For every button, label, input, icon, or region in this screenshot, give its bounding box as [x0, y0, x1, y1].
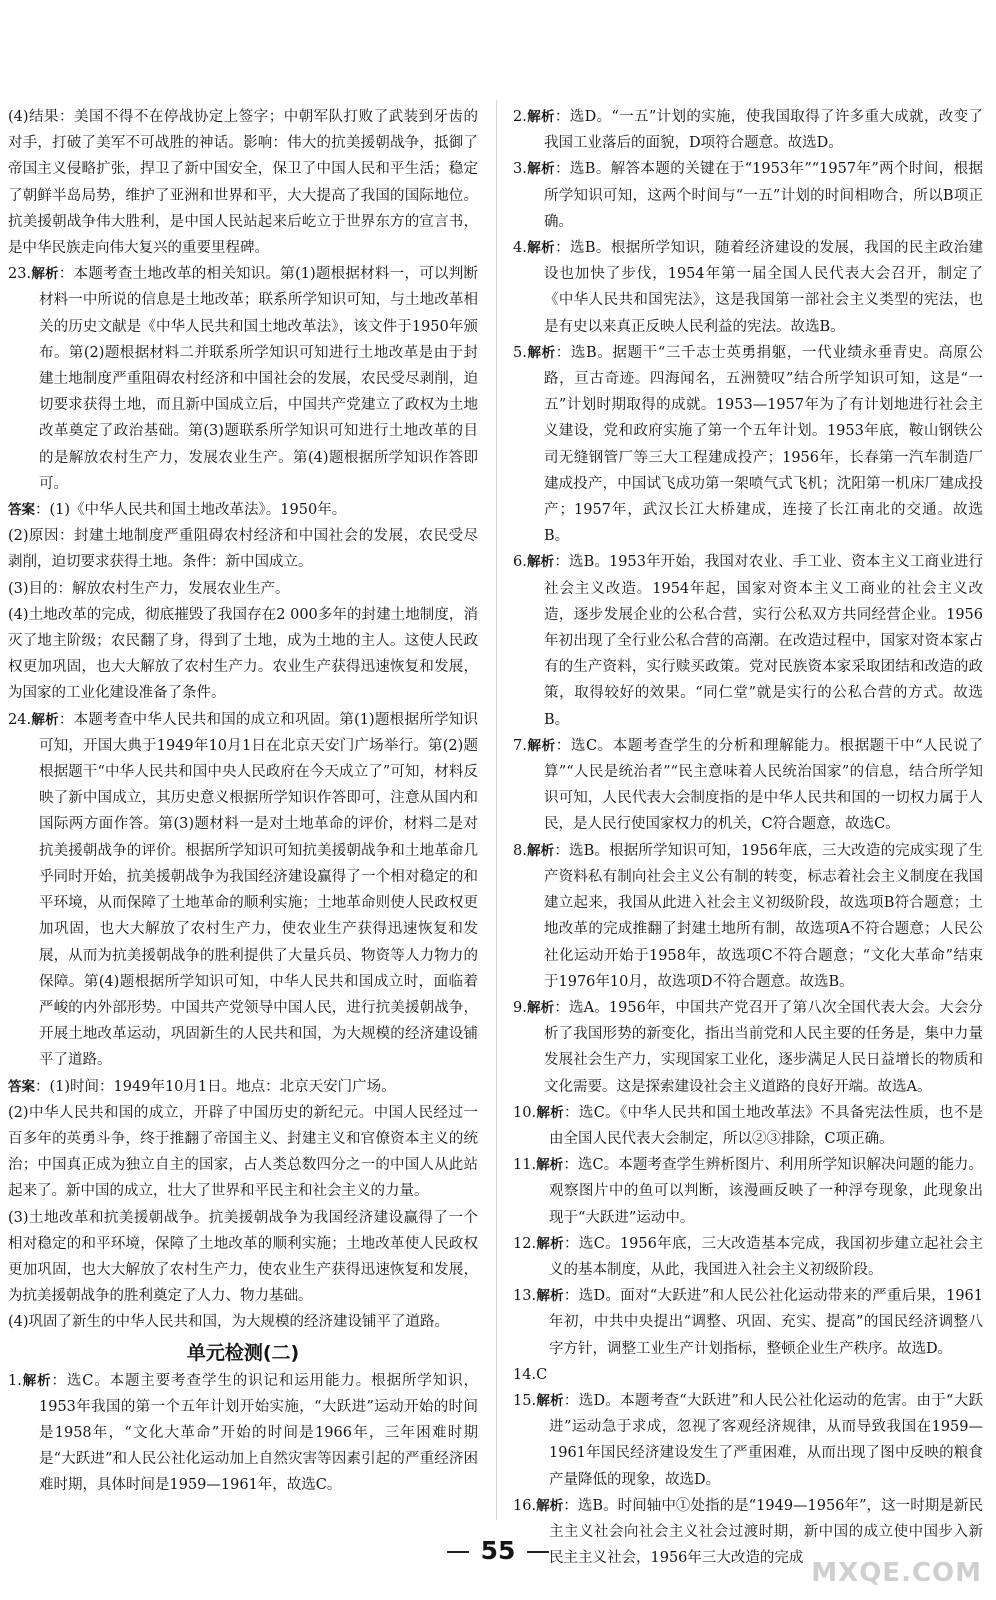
- page-number-text: 55: [480, 1536, 516, 1565]
- question-12: [513, 1231, 983, 1283]
- q24-answer-label: 答案: [8, 1078, 35, 1095]
- q12-analysis-text: ：选C。1956年底，三大改造基本完成，我国初步建立起社会主义的基本制度，从此，我国进入社会主义初级阶段。: [549, 1235, 984, 1278]
- question-11: [513, 1152, 983, 1231]
- q9-analysis-label: 解析: [526, 999, 555, 1016]
- question-8: [513, 838, 983, 995]
- q4-analysis-text: ：选B。根据所学知识，随着经济建设的发展，我国的民主政治建设也加快了步伐，1954年第一届全国人民代表大会召开，制定了《中华人民共和国宪法》，这是我国第一部社会主义类型的宪法，也是有史以来真正反映人民利益的宪法。故选B。: [544, 240, 984, 335]
- q24-answer-4: (4)巩固了新生的中华人民共和国，为大规模的经济建设铺平了道路。: [8, 1314, 450, 1331]
- left-column: [8, 104, 478, 1499]
- q24-answer-3: (3)土地改革和抗美援朝战争。抗美援朝战争为我国经济建设赢得了一个相对稳定的和平环境，保障了土地改革的顺利实施；土地改革使人民政权更加巩固，也大大解放了农村生产力，使农业生产获得迅速恢复和发展，为抗美援朝战争的胜利奠定了人力、物力基础。: [8, 1209, 478, 1305]
- right-column: [513, 104, 983, 1571]
- q9-number: 9.: [513, 999, 527, 1016]
- q8-number: 8.: [513, 842, 527, 859]
- q15-analysis-text: ：选D。本题考查“大跃进”和人民公社化运动的危害。由于“大跃进”运动急于求成，忽视了客观经济规律，从而导致我国在1959—1961年国民经济建设发生了严重困难，从而出现了图中反映的粮食产量降低的现象，故选D。: [549, 1392, 983, 1488]
- question-10: [513, 1100, 983, 1152]
- q14-number: 14.: [513, 1366, 537, 1383]
- q12-number: 12.: [513, 1235, 537, 1252]
- question-4: [513, 235, 983, 340]
- q3-analysis-text: ：选B。解答本题的关键在于“1953年”“1957年”两个时间，根据所学知识可知，这两个时间与“一五”计划的时间相吻合，所以B项正确。: [544, 161, 983, 230]
- q3-number: 3.: [513, 161, 527, 178]
- question-14: [513, 1362, 983, 1388]
- q23-answer-4: (4)土地改革的完成，彻底摧毁了我国存在2 000多年的封建土地制度，消灭了地主阶级；农民翻了身，得到了土地，成为土地的主人。这使人民政权更加巩固，也大大解放了农村生产力。农业生产获得迅速恢复和发展，为国家的工业化建设准备了条件。: [8, 606, 478, 702]
- q23-answer-1-text: ：(1)《中华人民共和国土地改革法》。1950年。: [35, 502, 347, 519]
- q24-answer-2: (2)中华人民共和国的成立，开辟了中国历史的新纪元。中国人民经过一百多年的英勇斗争，终于推翻了帝国主义、封建主义和官僚资本主义的统治；中国真正成为独立自主的国家，占人类总数四分之一的中国人从此站起来了。新中国的成立，壮大了世界和平民主和社会主义的力量。: [8, 1104, 478, 1200]
- q7-number: 7.: [513, 737, 527, 754]
- q10-number: 10.: [513, 1104, 537, 1121]
- q1-number: 1.: [8, 1372, 22, 1389]
- q5-analysis-label: 解析: [526, 344, 556, 361]
- q24-analysis-text: ：本题考查中华人民共和国的成立和巩固。第(1)题根据所学知识可知，开国大典于1949年10月1日在北京天安门广场举行。第(2)题根据题干“中华人民共和国中央人民政府在今天成立了”可知，材料反映了新中国成立，其历史意义根据所学知识作答即可，注意从国内和国际两方面作答。第(3)题材料一是对土地革命的评价，材料二是对抗美援朝战争的评价。根据所学知识可知抗美援朝战争和土地革命几乎同时开始，抗美援朝战争为我国经济建设赢得了一个相对稳定的和平环境，从而保障了土地革命的顺利实施；土地革命则使人民政权更加巩固，也大大解放了农村生产力，使农业生产获得迅速恢复和发展，从而为抗美援朝战争的胜利提供了大量兵员、物资等人力物力的保障。第(4)题根据所学知识可知，中华人民共和国成立时，面临着严峻的内外部形势。中国共产党领导中国人民，进行抗美援朝战争，开展土地改革运动，巩固新生的人民共和国，为大规模的经济建设铺平了道路。: [39, 711, 478, 1069]
- q23-answer-label: 答案: [8, 502, 35, 519]
- q10-analysis-label: 解析: [536, 1104, 565, 1121]
- q6-analysis-text: ：选B。1953年开始，我国对农业、手工业、资本主义工商业进行社会主义改造。1954年起，国家对资本主义工商业的社会主义改造，逐步发展企业的公私合营，实行公私双方共同经营企业。1956年初出现了全行业公私合营的高潮。在改造过程中，国家对资本家占有的生产资料，实行赎买政策。党对民族资本家采取团结和改造的政策，取得较好的效果。“同仁堂”就是实行的公私合营的方式。故选B。: [544, 554, 984, 728]
- q23-answer-3: (3)目的：解放农村生产力，发展农业生产。: [8, 580, 290, 597]
- q13-analysis-text: ：选D。面对“大跃进”和人民公社化运动带来的严重后果，1961年初，中共中央提出“调整、巩固、充实、提高”的国民经济调整八字方针，调整工业生产计划指标，整顿企业生产秩序。故选D。: [549, 1288, 983, 1357]
- q6-number: 6.: [513, 554, 527, 571]
- q4-number: 4.: [513, 240, 527, 257]
- question-13: [513, 1283, 983, 1362]
- question-1: [8, 1368, 478, 1499]
- question-24: [8, 707, 478, 1074]
- question-6: [513, 549, 983, 732]
- question-15: [513, 1388, 983, 1493]
- q10-analysis-text: ：选C。《中华人民共和国土地改革法》不具备宪法性质，也不是由全国人民代表大会制定，所以②③排除，C项正确。: [549, 1104, 984, 1147]
- q5-number: 5.: [513, 344, 527, 361]
- q1-analysis-text: ：选C。本题主要考查学生的识记和运用能力。根据所学知识，1953年我国的第一个五年计划开始实施，“大跃进”运动开始的时间是1958年，“文化大革命”开始的时间是1966年，三年困难时期是“大跃进”和人民公社化运动加上自然灾害等因素引起的严重经济困难时期，具体时间是1959—1961年，故选C。: [39, 1372, 478, 1494]
- q3-analysis-label: 解析: [526, 161, 556, 178]
- question-9: [513, 995, 983, 1100]
- question-23: [8, 261, 478, 497]
- question-7: [513, 733, 983, 838]
- q23-analysis-label: 解析: [31, 266, 59, 283]
- q11-analysis-text: ：选C。本题考查学生辨析图片、利用所学知识解决问题的能力。观察图片中的鱼可以判断，该漫画反映了一种浮夸现象，此现象出现于“大跃进”运动中。: [549, 1157, 984, 1226]
- q23-answer-1: [8, 497, 478, 523]
- q11-analysis-label: 解析: [536, 1157, 564, 1174]
- q1-analysis-label: 解析: [21, 1372, 52, 1389]
- q24-answer-1: [8, 1074, 478, 1100]
- q12-analysis-label: 解析: [536, 1235, 565, 1252]
- q15-analysis-label: 解析: [536, 1392, 564, 1409]
- q7-analysis-text: ：选C。本题考查学生的分析和理解能力。根据题干中“人民说了算”“人民是统治者”“民主意味着人民统治国家”的信息，结合所学知识可知，人民代表大会制度指的是中华人民共和国的一切权力属于人民，是人民行使国家权力的机关，C符合题意，故选C。: [544, 737, 983, 833]
- q9-analysis-text: ：选A。1956年，中国共产党召开了第八次全国代表大会。大会分析了我国形势的新变化，指出当前党和人民主要的任务是，集中力量发展社会生产力，实现国家工业化，逐步满足人民日益增长的物质和文化需要。这是探索建设社会主义道路的良好开端。故选A。: [544, 999, 984, 1095]
- q8-analysis-label: 解析: [526, 842, 555, 859]
- q23-answer-2: (2)原因：封建土地制度严重阻碍农村经济和中国社会的发展，农民受尽剥削，迫切要求获得土地。条件：新中国成立。: [8, 528, 478, 571]
- section-title: 单元检测(二): [186, 1341, 300, 1364]
- q2-analysis-text: ：选D。“一五”计划的实施，使我国取得了许多重大成就，改变了我国工业落后的面貌，D项符合题意。故选D。: [544, 109, 984, 152]
- q16-number: 16.: [513, 1497, 537, 1514]
- q13-number: 13.: [513, 1288, 537, 1305]
- q23-number: 23.: [8, 266, 32, 283]
- column-divider: [496, 100, 497, 1520]
- q16-analysis-text: ：选B。时间轴中①处指的是“1949—1956年”，这一时期是新民主主义社会向社会主义社会过渡时期，新中国的成立使中国步入新民主主义社会，1956年三大改造的完成: [549, 1497, 983, 1567]
- q13-analysis-label: 解析: [536, 1288, 564, 1305]
- q7-analysis-label: 解析: [526, 737, 556, 754]
- q16-analysis-label: 解析: [536, 1497, 564, 1514]
- question-2: [513, 104, 983, 156]
- q24-analysis-label: 解析: [31, 711, 59, 728]
- q14-answer-text: C: [536, 1366, 548, 1383]
- q2-analysis-label: 解析: [526, 109, 555, 125]
- q24-answer-1-text: ：(1)时间：1949年10月1日。地点：北京天安门广场。: [35, 1078, 396, 1095]
- q22-part4: (4)结果：美国不得不在停战协定上签字；中朝军队打败了武装到牙齿的对手，打破了美军不可战胜的神话。影响：伟大的抗美援朝战争，抵御了帝国主义侵略扩张，捍卫了新中国安全，保卫了中国人民和平生活；稳定了朝鲜半岛局势，维护了亚洲和世界和平，大大提高了我国的国际地位。抗美援朝战争伟大胜利，是中国人民站起来后屹立于世界东方的宣言书，是中华民族走向伟大复兴的重要里程碑。: [8, 109, 478, 257]
- q4-analysis-label: 解析: [526, 240, 556, 257]
- q8-analysis-text: ：选B。根据所学知识可知，1956年底，三大改造的完成实现了生产资料私有制向社会主义公有制的转变，标志着社会主义制度在我国建立起来，我国从此进入社会主义初级阶段，故选项B符合题意；土地改革的完成推翻了封建土地所有制，故选项A不符合题意；人民公社化运动开始于1958年，故选项C不符合题意；“文化大革命”结束于1976年10月，故选项D不符合题意。故选B。: [544, 842, 984, 990]
- q2-number: 2.: [513, 109, 527, 125]
- watermark: MXQE.COM: [811, 1558, 982, 1588]
- q6-analysis-label: 解析: [526, 554, 555, 571]
- q15-number: 15.: [513, 1392, 537, 1409]
- q24-number: 24.: [8, 711, 32, 728]
- question-5: [513, 340, 983, 550]
- q23-analysis-text: ：本题考查土地改革的相关知识。第(1)题根据材料一，可以判断材料一中所说的信息是土地改革；联系所学知识可知，与土地改革相关的历史文献是《中华人民共和国土地改革法》，该文件于1950年颁布。第(2)题根据材料二并联系所学知识可知进行土地改革是由于封建土地制度严重阻碍农村经济和中国社会的发展，农民受尽剥削，迫切要求获得土地，而且新中国成立后，中国共产党建立了政权为土地改革奠定了政治基础。第(3)题联系所学知识可知进行土地改革的目的是解放农村生产力，发展农业生产。第(4)题根据所学知识作答即可。: [39, 266, 478, 492]
- question-3: [513, 156, 983, 235]
- q5-analysis-text: ：选B。据题干“三千志士英勇捐躯，一代业绩永垂青史。高原公路，亘古奇迹。四海闻名，五洲赞叹”结合所学知识可知，这是“一五”计划时期取得的成就。1953—1957年为了有计划地进行社会主义建设，党和政府实施了第一个五年计划。1953年底，鞍山钢铁公司无缝钢管厂等三大工程建成投产；1956年，长春第一汽车制造厂建成投产，中国试飞成功第一架喷气式飞机；沈阳第一机床厂建成投产；1957年，武汉长江大桥建成，连接了长江南北的交通。故选B。: [544, 344, 983, 545]
- q11-number: 11.: [513, 1157, 537, 1174]
